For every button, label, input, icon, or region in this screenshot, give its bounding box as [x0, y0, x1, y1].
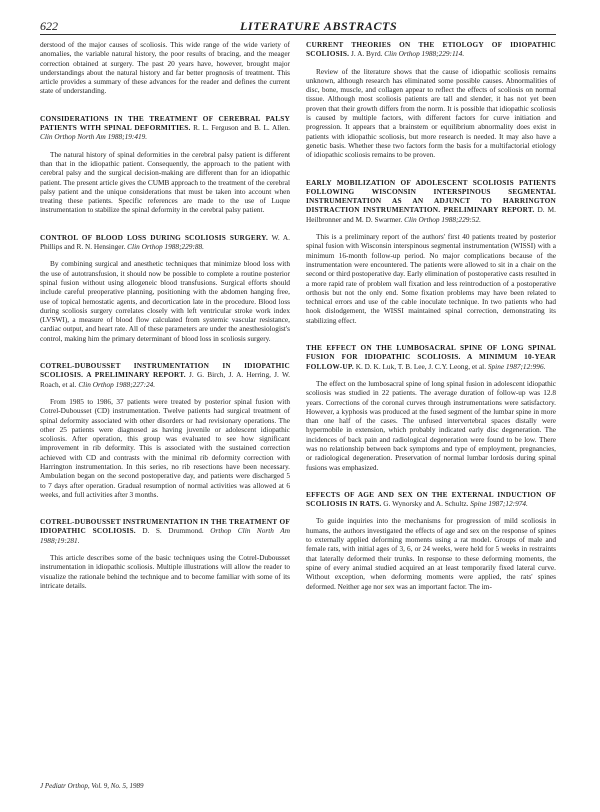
- abstract-title: EFFECTS OF AGE AND SEX ON THE EXTERNAL INDUCTION OF SCOLIOSIS IN RATS.: [306, 489, 556, 509]
- abstract-body: The natural history of spinal deformities in the cerebral palsy patient is different than that in the idiopathic patient. Consequently, the approach to the patient with cerebral palsy and the surgical decision-making are different than for an idiopathic patient. The present article gives the CUMB approach to the treatment of the cerebral palsy patient and the unique considerations that must be taken into account when treating these patients. Specific references are made to the use of Luque instrumentation to stabilize the spinal deformity in the cerebral palsy patient.: [40, 149, 290, 215]
- abstract-body: To guide inquiries into the mechanisms for progression of mild scoliosis in humans, the authors investigated the effects of age and sex on the response of spines to externally applied deforming moments using a rat model. Groups of male and female rats, with initial ages of 3, 6, or 24 weeks, were held for 5 weeks in restraints that laterally deformed their trunks. In response to these deforming moments, the spine of every animal studied acquired an at least temporarily fixed lateral curve. Without exception, when deforming moments were applied, the rats' spines deformed. Neither age nor sex was an important factor. The im-: [306, 516, 556, 591]
- abstract-authors: J. G. Birch, J. A. Herring, J. W. Roach, et al.: [40, 370, 290, 389]
- abstract-journal: Clin Orthop 1988;227:24.: [78, 379, 156, 389]
- abstract-journal: Orthop Clin North Am 1988;19:281.: [40, 526, 290, 545]
- abstract-heading: [40, 114, 290, 142]
- left-column: [40, 40, 290, 598]
- abstract-heading: [40, 517, 290, 545]
- abstract-entry: [40, 361, 290, 499]
- abstract-authors: D. M. Heilbronner and M. D. Swarmer.: [306, 205, 556, 224]
- abstract-journal: Clin Orthop 1988;229:88.: [127, 242, 204, 252]
- running-title: LITERATURE ABSTRACTS: [240, 19, 398, 33]
- abstract-entry: [306, 178, 556, 325]
- abstract-authors: W. A. Phillips and R. N. Hensinger.: [40, 232, 290, 252]
- abstract-body: The effect on the lumbosacral spine of long spinal fusion in adolescent idiopathic scoliosis was studied in 22 patients. The average duration of follow-up was 12.8 years. Corrections of the coronal curves through instrumentations were satisfactory. However, a kyphosis was produced at the fused segment of the lumbar spine in more than one half of the cases. The unfused intervertebral spaces distally were hypermobile in extension, which probably indicated early disc degeneration. The incidences of back pain and radiological degeneration were found to be low. There was no relationship between back symptoms and type of employment, pregnancies, or radiological degeneration. Preservation of normal lumbar lordosis during spinal fusions was emphasized.: [306, 378, 556, 472]
- abstract-journal: Clin Orthop 1988;229:52.: [404, 214, 481, 224]
- abstract-authors: K. D. K. Luk, T. B. Lee, J. C.Y. Leong, et al.: [355, 361, 487, 371]
- abstract-title: CURRENT THEORIES ON THE ETIOLOGY OF IDIOPATHIC SCOLIOSIS.: [306, 40, 556, 59]
- abstract-body: From 1985 to 1986, 37 patients were treated by posterior spinal fusion with Cotrel-Dubousset (CD) instrumentation. Twelve patients had surgical treatment of spinal deformity associated with other disorders or had revisionary operations. The other 25 patients were diagnosed as having juvenile or adolescent idiopathic scoliosis. After operation, this group was evaluated to see how significant improvement in rib deformity. This is associated with the sustained correction achieved with CD and contrasts with the minimal rib deformity correction with Harrington instrumentation. In this series, no rib resections have been necessary. Ambulation began on the second postoperative day, and patients were discharged 5 to 7 days after operation. Gradual resumption of normal activities was allowed at 6 weeks, and full activities after 3 months.: [40, 396, 290, 499]
- abstract-entry: [306, 40, 556, 160]
- right-column: [306, 40, 556, 599]
- abstract-heading: [306, 490, 556, 509]
- abstract-entry: [306, 343, 556, 472]
- abstract-authors: G. Wynorsky and A. Schultz.: [383, 499, 469, 509]
- abstract-title: COTREL-DUBOUSSET INSTRUMENTATION IN IDIOPATHIC SCOLIOSIS. A PRELIMINARY REPORT.: [40, 361, 290, 380]
- abstract-body: This article describes some of the basic techniques using the Cotrel-Dubousset instrumentation in idiopathic scoliosis. Multiple illustrations will allow the reader to visualize the rationale behind the technique and to become familiar with some of its intricate details.: [40, 553, 290, 590]
- abstract-body: This is a preliminary report of the authors' first 40 patients treated by posterior spinal fusion with Wisconsin interspinous segmental instrumentation (WISSI) with a minimum 16-month follow-up period. No major complications because of the instrumentation were encountered. The patients were allowed to sit in a chair on the second or third postoperative day. Early elimination of postoperative casts resulted in a more rapid rate of problem wall fixation and less reintroduction of a postoperative orthosis but not the only end. Some fixation problems may have been related to technical errors and use of the cable inoculate technique. In two patients who had hook dislodgement, the WISSI maintained spinal correction, demonstrating its stabilizing effect.: [306, 232, 556, 325]
- abstract-journal: Clin Orthop North Am 1988;19:419.: [40, 132, 148, 142]
- abstract-journal: Clin Orthop 1988;229:114.: [384, 49, 465, 59]
- abstract-entry: [40, 517, 290, 590]
- abstract-title: CONTROL OF BLOOD LOSS DURING SCOLIOSIS SURGERY.: [40, 232, 269, 242]
- abstract-body: Review of the literature shows that the cause of idiopathic scoliosis remains unknown, although research has eliminated some possible causes. Abnormalities of disc, bone, muscle, and collagen appear to reflect the effects of scoliosis on normal tissue. Although most scoliosis patients are tall and slender, it has not yet been proven that their growth differs from the norm. It is possible that idiopathic scoliosis is caused by multiple factors, with different factors for curve initiation and progression. It appears that a brainstem or equilibrium abnormality does exist in patients with idiopathic scoliosis, but more research is needed. It may also have a genetic basis. Whether these two factors form the basis for a multifactorial etiology of idiopathic scoliosis remains to be proven.: [306, 66, 556, 160]
- abstract-heading: [306, 40, 556, 59]
- continued-abstract-text: derstood of the major causes of scoliosis. This wide range of the wide variety of anomalies, the variable natural history, the poor results of bracing, and the meager correction obtained at surgery. The past 20 years have, however, brought major understandings about the natural history and far better prognosis of treatment. This article provides a summary of these advances for the reader and defines the current state of understanding.: [40, 40, 290, 96]
- abstract-journal: Spine 1987;12:996.: [487, 361, 546, 371]
- abstract-title: THE EFFECT ON THE LUMBOSACRAL SPINE OF LONG SPINAL FUSION FOR IDIOPATHIC SCOLIOSIS. A MINIMUM 10-YEAR FOLLOW-UP.: [306, 343, 556, 371]
- abstract-authors: J. A. Byrd.: [351, 49, 383, 59]
- abstract-title: EARLY MOBILIZATION OF ADOLESCENT SCOLIOSIS PATIENTS FOLLOWING WISCONSIN INTERSPINOUS SEGMENTAL INSTRUMENTATION AS AN ADJUNCT TO HARRINGTON DISTRACTION INSTRUMENTATION. PRELIMINARY REPORT.: [306, 177, 556, 215]
- abstract-heading: [40, 233, 290, 252]
- abstract-authors: R. L. Ferguson and B. L. Allen.: [193, 123, 290, 133]
- page-number: 622: [40, 19, 58, 33]
- abstract-entry: [40, 233, 290, 343]
- abstract-heading: [306, 178, 556, 224]
- abstract-heading: [306, 343, 556, 371]
- abstract-journal: Spine 1987;12:974.: [470, 499, 528, 509]
- abstract-heading: [40, 361, 290, 389]
- abstract-authors: D. S. Drummond.: [142, 526, 204, 536]
- abstract-title: COTREL-DUBOUSSET INSTRUMENTATION IN THE TREATMENT OF IDIOPATHIC SCOLIOSIS.: [40, 517, 290, 536]
- abstract-entry: [40, 114, 290, 215]
- page-header: [40, 16, 556, 35]
- abstract-body: By combining surgical and anesthetic techniques that minimize blood loss with the use of autotransfusion, it should now be possible to complete a routine posterior spinal fusion without using allogeneic blood transfusions. Surgical efforts should include careful preoperative planning, positioning with the abdomen hanging free, use of topical hemostatic agents, and decortication late in the procedure. Blood loss during scoliosis surgery correlates closely with left ventricular stroke work index (LVSWI), a measure of blood flow calculated from systemic vascular resistance, cardiac output, and heart rate. All of these parameters are under the anesthesiologist's control, making him the primary determinant of blood loss in scoliosis surgery.: [40, 259, 290, 343]
- abstract-entry: [306, 490, 556, 591]
- journal-citation-footer: J Pediatr Orthop, Vol. 9, No. 5, 1989: [40, 782, 144, 790]
- abstract-title: CONSIDERATIONS IN THE TREATMENT OF CEREBRAL PALSY PATIENTS WITH SPINAL DEFORMITIES.: [40, 113, 290, 133]
